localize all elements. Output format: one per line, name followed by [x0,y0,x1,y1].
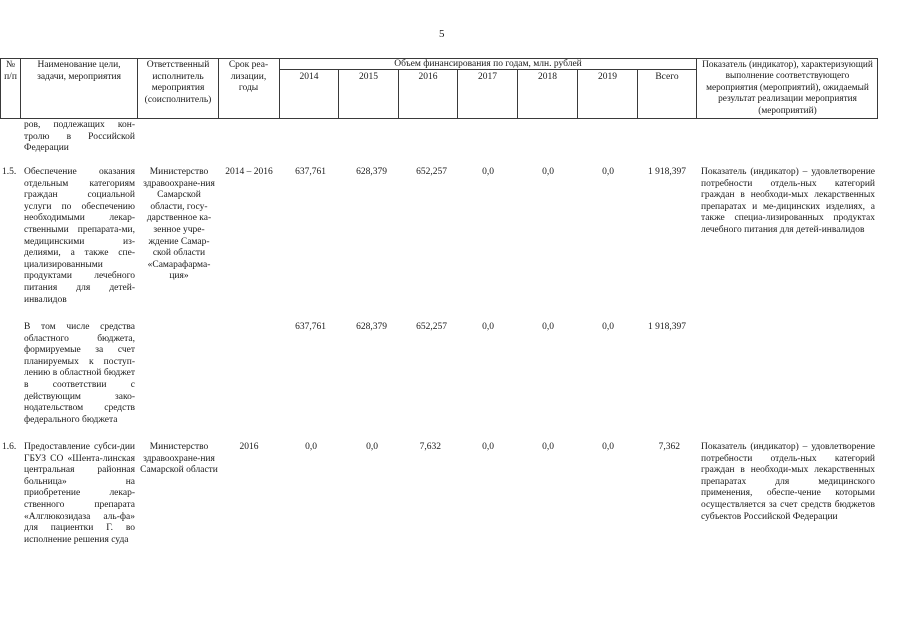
page-number: 5 [439,28,445,40]
col-divider [877,58,878,119]
col-divider [279,58,280,119]
row-1-5-sub-value-2019: 0,0 [602,322,614,332]
header-period: Срок реа-лизации, годы [228,60,269,93]
header-year-2015: 2015 [359,72,378,82]
row-1-5-sub-value-total: 1 918,397 [648,322,686,332]
row-1-6-value-2017: 0,0 [482,442,494,452]
row-1-5-number: 1.5. [2,167,17,177]
row-1-5-value-2016: 652,257 [416,167,447,177]
header-total: Всего [655,72,679,82]
col-divider [0,58,1,119]
row-1-6-name: Предоставление субси-дии ГБУЗ СО «Шента-линская центральная районная больница» на приобретение лекар-ственного препарата «Алглюкозидаза аль-фа» для пациентки Г. во исполнение решения суда [24,442,135,545]
header-year-2016: 2016 [418,72,438,82]
col-divider [137,58,138,119]
header-name: Наименование цели, задачи, мероприятия [37,60,121,82]
row-1-5-period: 2014 – 2016 [225,167,273,177]
header-indicator: Показатель (индикатор), характеризующий выполнение соответствующего мероприятия (мероприятий), ожидаемый результат реализации мероприятия (мероприятий) [702,60,873,116]
row-1-5-executor: Министерство здравоохране-ния Самарской области, госу-дарственное ка-зенное учре-ждение Самар-ской области «Самарафарма-ция» [143,167,215,282]
row-1-5-value-2017: 0,0 [482,167,494,177]
header-funding: Объем финансирования по годам, млн. рублей [394,59,582,69]
row-1-5-value-2015: 628,379 [356,167,387,177]
row-1-6-indicator: Показатель (индикатор) – удовлетворение потребности отдель-ных категорий граждан в необходи-мых лекарственных препаратах для медицинского применения, обеспе-чение которыми осуществляется за счет средств бюджетов субъектов Российской Федерации [701,442,875,522]
header-year-2018: 2018 [538,72,557,82]
col-divider [20,58,21,119]
header-executor: Ответственный исполнитель мероприятия (соисполнитель) [144,60,212,105]
row-1-5-value-2019: 0,0 [602,167,614,177]
row-1-6-value-2019: 0,0 [602,442,614,452]
row-1-5-sub-value-2018: 0,0 [542,322,554,332]
header-year-2019: 2019 [598,72,617,82]
header-year-2014: 2014 [299,72,319,82]
header-year-2017: 2017 [478,72,497,82]
row-1-6-number: 1.6. [2,442,17,452]
row-1-5-indicator: Показатель (индикатор) – удовлетворение потребности отдель-ных категорий граждан в необходи-мых лекарственных препаратах и ме-дицинских изделиях, а также специа-лизированных продуктах лечебного питания для детей-инвалидов [701,167,875,235]
row-1-5-value-2018: 0,0 [542,167,554,177]
row-1-5-sub-name: В том числе средства областного бюджета, формируемые за счет планируемых к поступ-лению в областной бюджет в соответствии с действующим зако-нодательством средств федерального бюджета [24,322,135,425]
row-1-6-value-2018: 0,0 [542,442,554,452]
row-1-6-value-2016: 7,632 [419,442,441,452]
row-1-6-period: 2016 [239,442,259,452]
row-1-6-executor: Министерство здравоохране-ния Самарской области [140,442,218,476]
row-1-5-sub-value-2016: 652,257 [416,322,447,332]
row-1-6-value-total: 7,362 [658,442,680,452]
row-1-5-sub-value-2015: 628,379 [356,322,387,332]
row-1-5-sub-value-2014: 637,761 [295,322,326,332]
row-1-5-value-total: 1 918,397 [648,167,686,177]
row-1-5-name: Обеспечение оказания отдельным категориям граждан социальной услуги по обеспечению необходимыми лекар-ственными препарата-ми, медицинскими из-делиями, а также спе-циализированными продуктами лечебного питания для детей-инвалидов [24,167,135,305]
header-num: № п/п [4,60,17,82]
continued-name-text: ров, подлежащих кон-тролю в Российской Федерации [24,120,135,154]
row-1-6-value-2015: 0,0 [366,442,378,452]
row-1-5-value-2014: 637,761 [295,167,326,177]
row-1-6-value-2014: 0,0 [305,442,317,452]
header-bottom-border [0,118,878,119]
col-divider [218,58,219,119]
row-1-5-sub-value-2017: 0,0 [482,322,494,332]
col-divider [696,58,697,119]
